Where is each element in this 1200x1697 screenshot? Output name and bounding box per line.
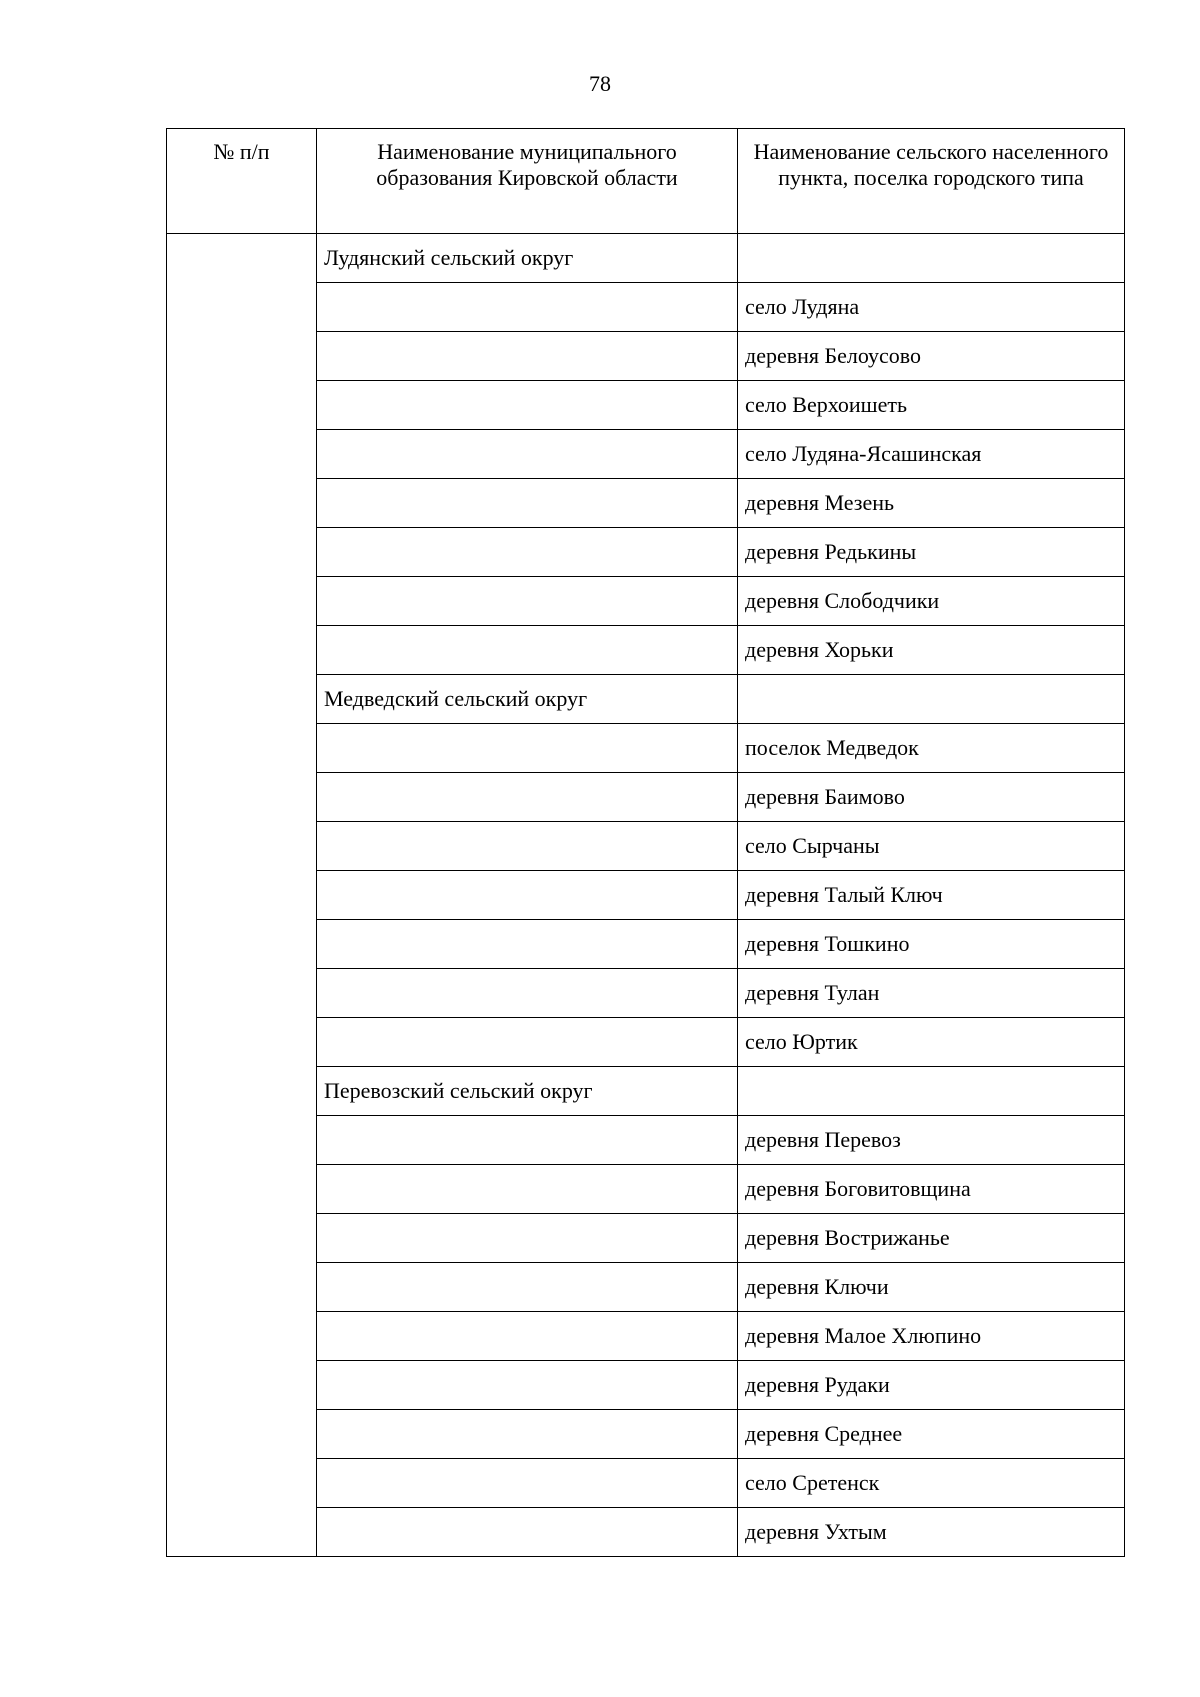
settlement-cell: село Юртик <box>738 1018 1125 1067</box>
settlement-cell: село Лудяна <box>738 283 1125 332</box>
settlement-cell: деревня Редькины <box>738 528 1125 577</box>
settlement-cell: деревня Хорьки <box>738 626 1125 675</box>
page-number: 78 <box>589 71 611 96</box>
settlement-cell: деревня Слободчики <box>738 577 1125 626</box>
district-cell <box>317 1214 738 1263</box>
district-cell <box>317 1410 738 1459</box>
settlement-cell: деревня Ухтым <box>738 1508 1125 1557</box>
settlement-cell: деревня Талый Ключ <box>738 871 1125 920</box>
settlement-cell: деревня Перевоз <box>738 1116 1125 1165</box>
district-cell <box>317 773 738 822</box>
district-cell <box>317 1508 738 1557</box>
settlement-cell: деревня Белоусово <box>738 332 1125 381</box>
settlement-cell: село Верхоишеть <box>738 381 1125 430</box>
district-cell <box>317 822 738 871</box>
settlement-cell: деревня Боговитовщина <box>738 1165 1125 1214</box>
settlement-cell: село Сырчаны <box>738 822 1125 871</box>
district-cell <box>317 1312 738 1361</box>
settlement-cell: деревня Рудаки <box>738 1361 1125 1410</box>
header-number: № п/п <box>167 129 317 234</box>
table-body <box>167 234 1125 1557</box>
district-cell <box>317 1459 738 1508</box>
table-row <box>167 234 1125 283</box>
district-cell: Лудянский сельский округ <box>317 234 738 283</box>
district-cell <box>317 920 738 969</box>
district-cell <box>317 1165 738 1214</box>
settlements-table <box>166 128 1125 1557</box>
district-cell: Перевозский сельский округ <box>317 1067 738 1116</box>
settlement-cell <box>738 675 1125 724</box>
district-cell <box>317 871 738 920</box>
district-cell <box>317 1116 738 1165</box>
settlement-cell: деревня Тошкино <box>738 920 1125 969</box>
settlement-cell: поселок Медведок <box>738 724 1125 773</box>
settlement-cell: село Сретенск <box>738 1459 1125 1508</box>
district-cell <box>317 283 738 332</box>
settlement-cell: деревня Тулан <box>738 969 1125 1018</box>
settlement-cell: деревня Ключи <box>738 1263 1125 1312</box>
header-municipality: Наименование муниципального образования Кировской области <box>317 129 738 234</box>
district-cell <box>317 577 738 626</box>
settlement-cell: село Лудяна-Ясашинская <box>738 430 1125 479</box>
district-cell <box>317 724 738 773</box>
district-cell <box>317 1018 738 1067</box>
settlement-cell <box>738 1067 1125 1116</box>
district-cell <box>317 969 738 1018</box>
settlement-cell: деревня Среднее <box>738 1410 1125 1459</box>
header-settlement: Наименование сельского населенного пункта, поселка городского типа <box>738 129 1125 234</box>
district-cell <box>317 430 738 479</box>
district-cell <box>317 1361 738 1410</box>
settlement-cell: деревня Мезень <box>738 479 1125 528</box>
settlement-cell <box>738 234 1125 283</box>
district-cell <box>317 332 738 381</box>
district-cell <box>317 1263 738 1312</box>
settlement-cell: деревня Баимово <box>738 773 1125 822</box>
table-header-row <box>167 129 1125 234</box>
settlement-cell: деревня Малое Хлюпино <box>738 1312 1125 1361</box>
district-cell: Медведский сельский округ <box>317 675 738 724</box>
settlement-cell: деревня Вострижанье <box>738 1214 1125 1263</box>
district-cell <box>317 626 738 675</box>
district-cell <box>317 528 738 577</box>
number-cell <box>167 234 317 1557</box>
district-cell <box>317 479 738 528</box>
district-cell <box>317 381 738 430</box>
